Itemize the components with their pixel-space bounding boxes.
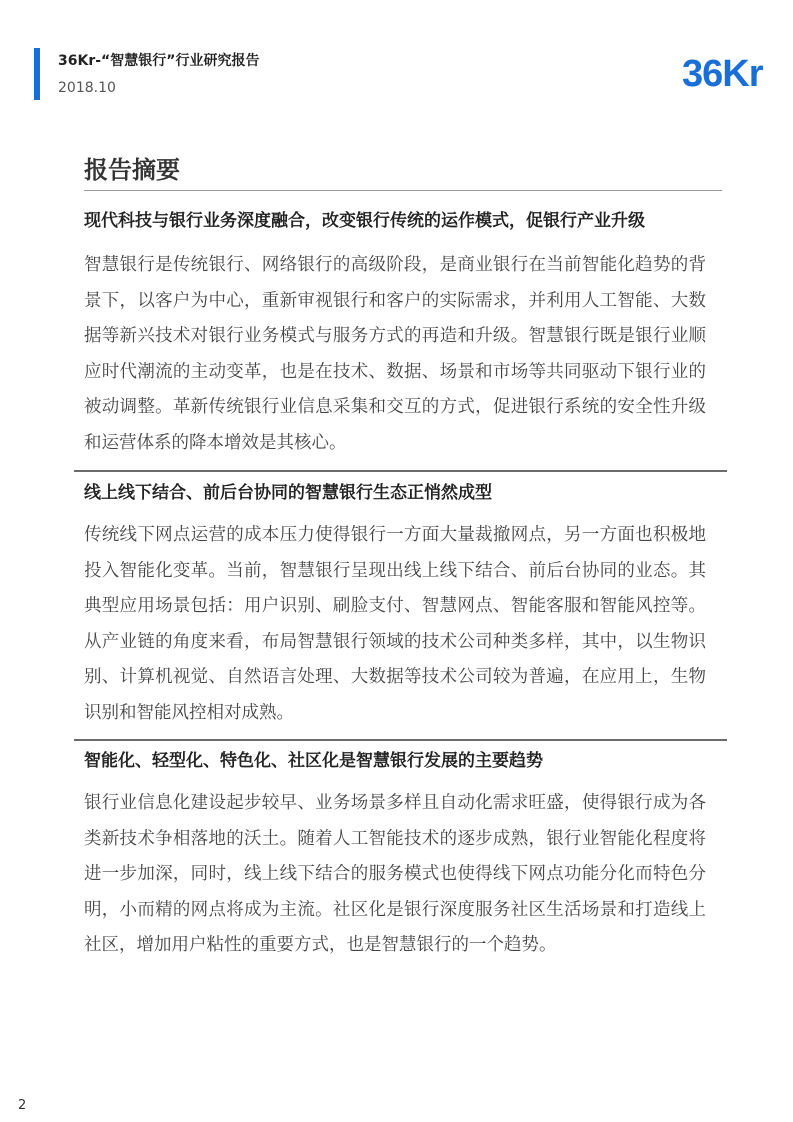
36kr-logo (682, 42, 766, 94)
section-body-2: 传统线下网点运营的成本压力使得银行一方面大量裁撤网点，另一方面也积极地投入智能化变革。当前，智慧银行呈现出线上线下结合、前后台协同的业态。其典型应用场景包括：用户识别、刷脸支付、智慧网点、智能客服和智能风控等。从产业链的角度来看，布局智慧银行领域的技术公司种类多样，其中，以生物识别、计算机视觉、自然语言处理、大数据等技术公司较为普遍，在应用上，生物识别和智能风控相对成熟。 (84, 525, 706, 723)
report-date: 2018.10 (58, 80, 116, 96)
section-heading-3: 智能化、轻型化、特色化、社区化是智慧银行发展的主要趋势 (84, 751, 543, 771)
page-number: 2 (18, 1098, 27, 1113)
36kr-logo-text: 36Kr (682, 53, 763, 94)
title-divider (84, 190, 722, 191)
section-body-3: 银行业信息化建设起步较早、业务场景多样且自动化需求旺盛，使得银行成为各类新技术争相落地的沃土。随着人工智能技术的逐步成熟，银行业智能化程度将进一步加深，同时，线上线下结合的服务模式也使得线下网点功能分化而特色分明，小而精的网点将成为主流。社区化是银行深度服务社区生活场景和打造线上社区，增加用户粘性的重要方式，也是智慧银行的一个趋势。 (84, 793, 706, 955)
page-title: 报告摘要 (84, 156, 180, 184)
section-heading-1: 现代科技与银行业务深度融合，改变银行传统的运作模式，促银行产业升级 (84, 211, 645, 231)
header-accent-bar (34, 48, 40, 100)
report-title: 36Kr-“智慧银行”行业研究报告 (58, 53, 260, 69)
section-body-1: 智慧银行是传统银行、网络银行的高级阶段，是商业银行在当前智能化趋势的背景下，以客户为中心，重新审视银行和客户的实际需求，并利用人工智能、大数据等新兴技术对银行业务模式与服务方式的再造和升级。智慧银行既是银行业顺应时代潮流的主动变革，也是在技术、数据、场景和市场等共同驱动下银行业的被动调整。革新传统银行业信息采集和交互的方式，促进银行系统的安全性升级和运营体系的降本增效是其核心。 (84, 255, 706, 453)
section-heading-2: 线上线下结合、前后台协同的智慧银行生态正悄然成型 (84, 483, 492, 503)
section-divider-2 (74, 470, 727, 472)
section-divider-3 (74, 739, 727, 741)
